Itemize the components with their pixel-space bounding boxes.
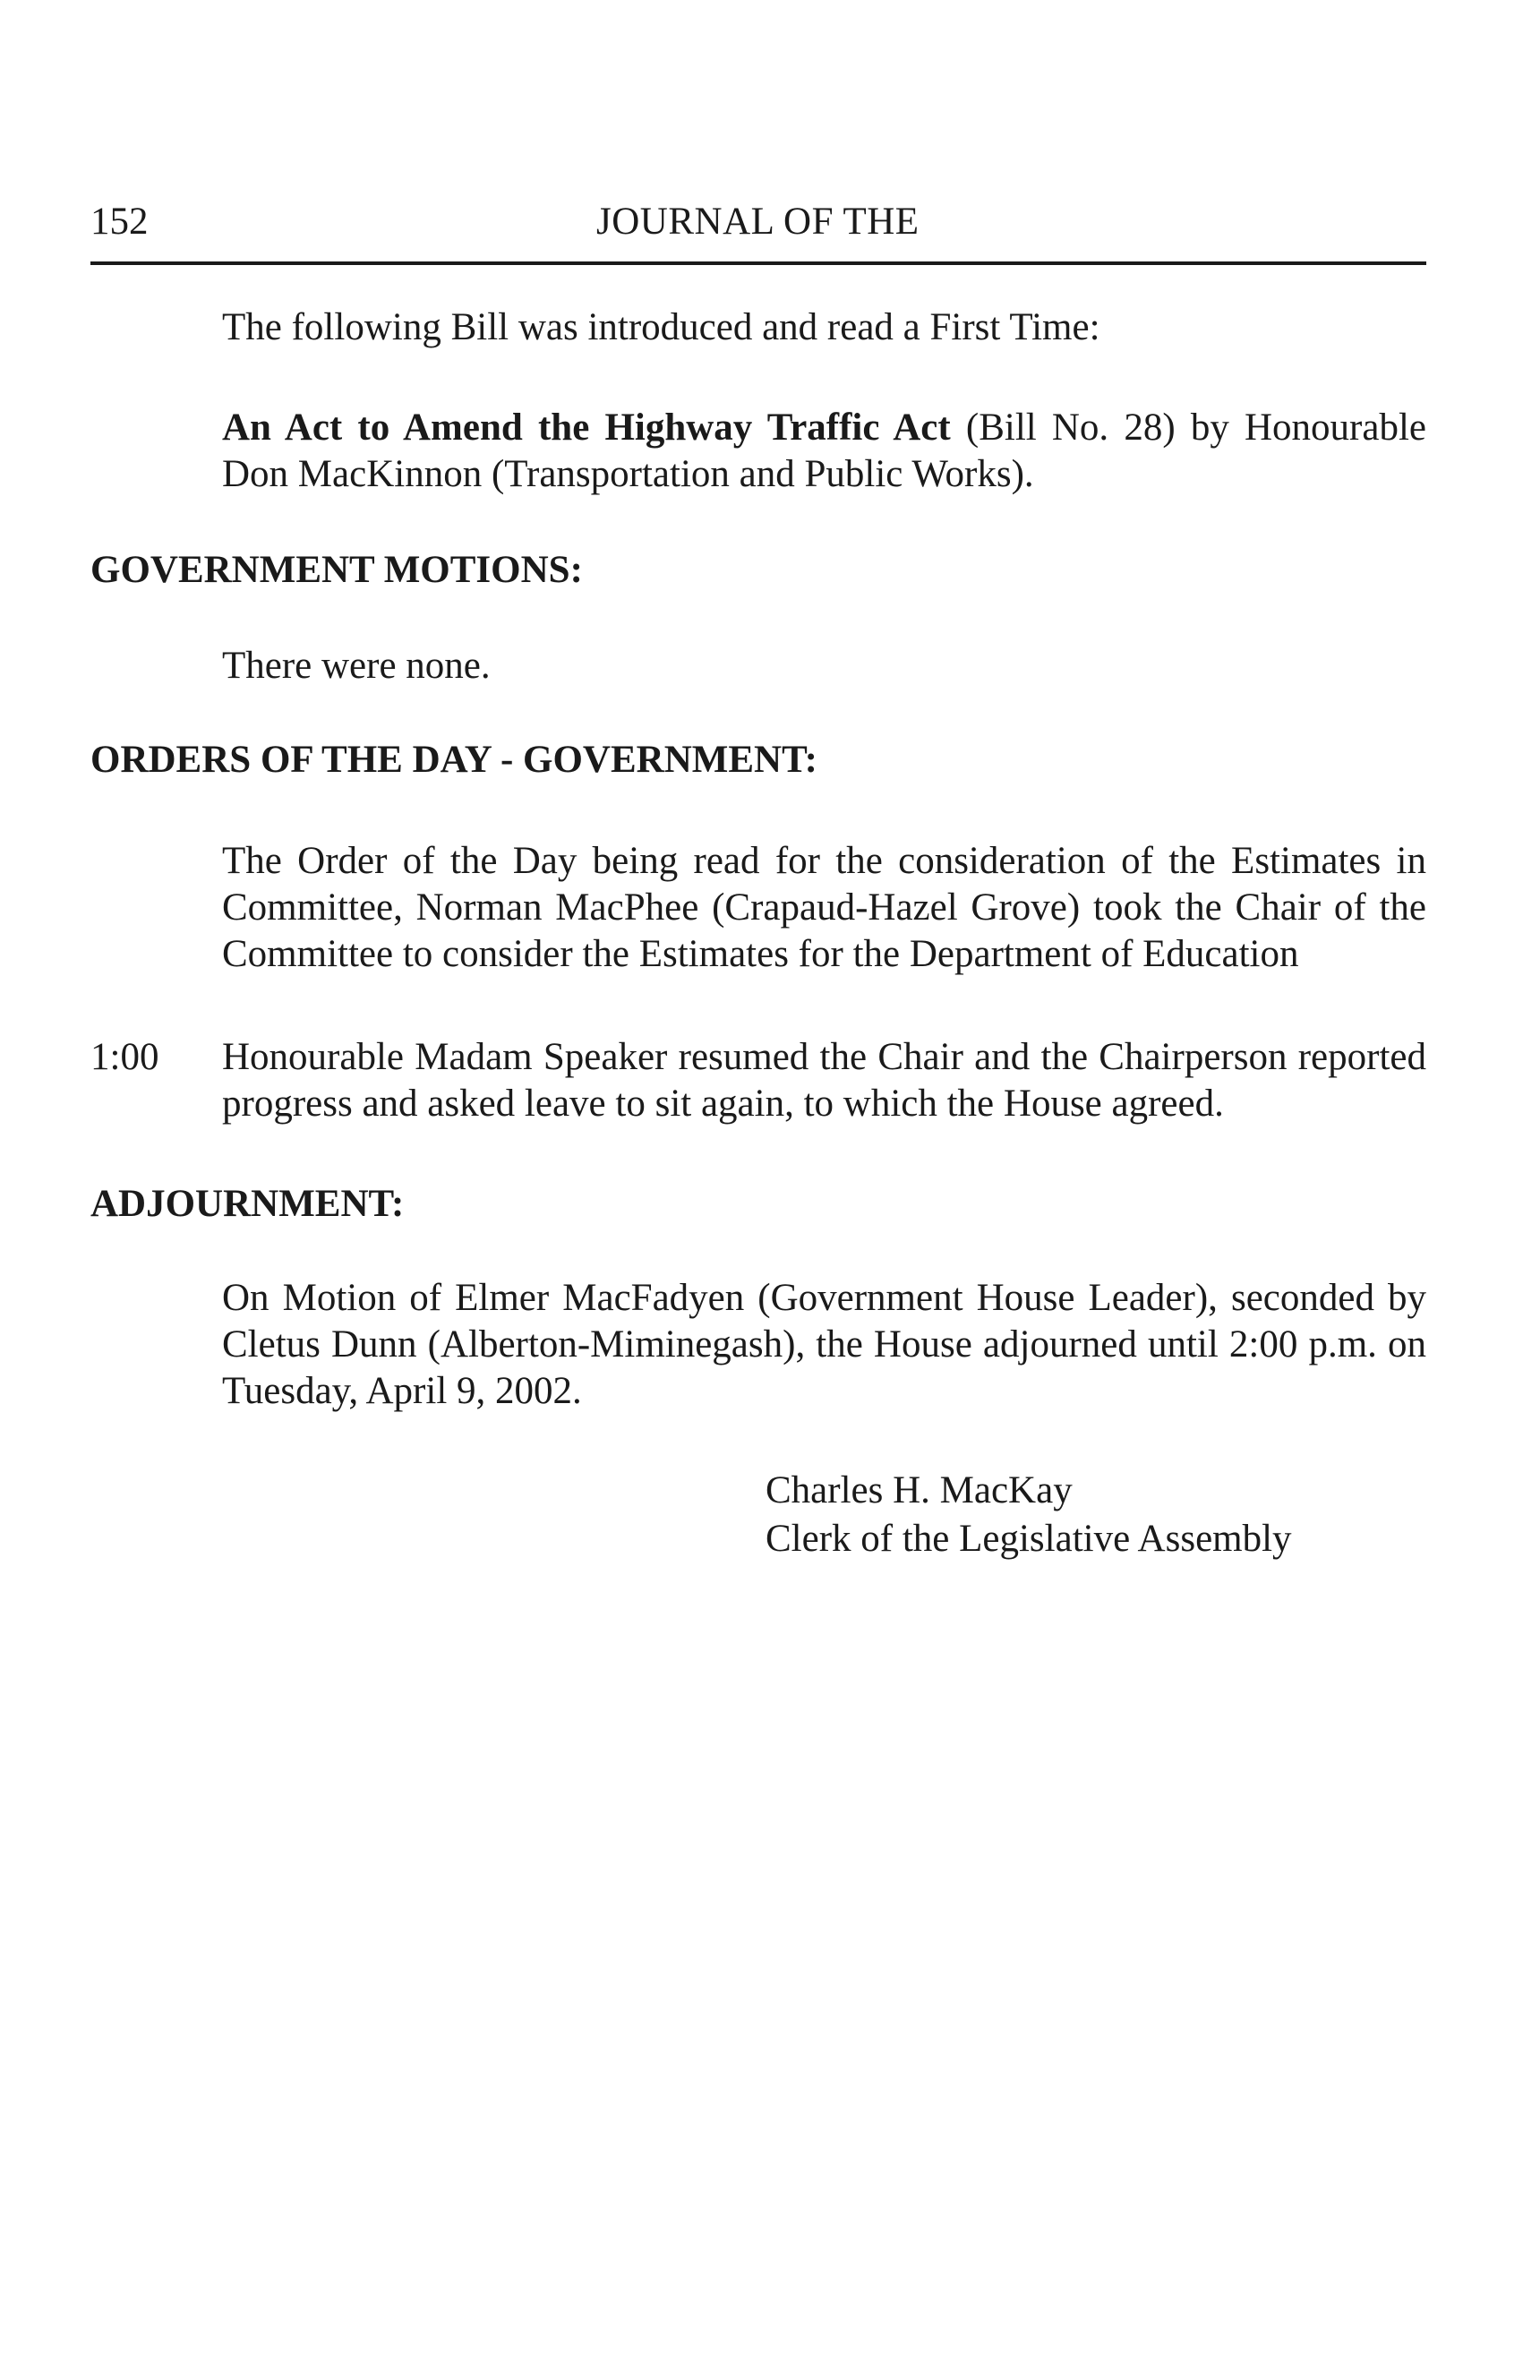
government-motions-heading: GOVERNMENT MOTIONS: — [90, 549, 583, 591]
bill-intro-text: The following Bill was introduced and read a First Time: — [222, 306, 1100, 348]
government-motions-text: There were none. — [222, 645, 491, 687]
page-header — [90, 199, 1426, 265]
signatory-title: Clerk of the Legislative Assembly — [766, 1518, 1292, 1560]
page-number: 152 — [90, 201, 149, 243]
running-title: JOURNAL OF THE — [596, 201, 920, 243]
timed-entry-text: Honourable Madam Speaker resumed the Chair and the Chairperson reported progress and asked leave to sit again, to which the House agreed. — [222, 1036, 1426, 1125]
adjournment-heading: ADJOURNMENT: — [90, 1183, 405, 1225]
orders-of-the-day-heading: ORDERS OF THE DAY - GOVERNMENT: — [90, 739, 817, 781]
adjournment-text: On Motion of Elmer MacFadyen (Government House Leader), seconded by Cletus Dunn (Alberton-Miminegash), the House adjourned until 2:00 p.m. on Tuesday, April 9, 2002. — [222, 1277, 1426, 1412]
signature-block — [766, 1467, 1292, 1563]
time-label: 1:00 — [90, 1036, 159, 1078]
bill-details: (Bill No. 28) by Honourable Don MacKinnon (Transportation and Public Works). — [222, 407, 1426, 495]
bill-entry — [222, 405, 1426, 498]
signatory-name: Charles H. MacKay — [766, 1469, 1073, 1511]
bill-title: An Act to Amend the Highway Traffic Act — [222, 407, 951, 449]
orders-of-the-day-text: The Order of the Day being read for the consideration of the Estimates in Committee, Norman MacPhee (Crapaud-Hazel Grove) took the Chair of the Committee to consider the Estimates for the Department of Education — [222, 840, 1426, 975]
